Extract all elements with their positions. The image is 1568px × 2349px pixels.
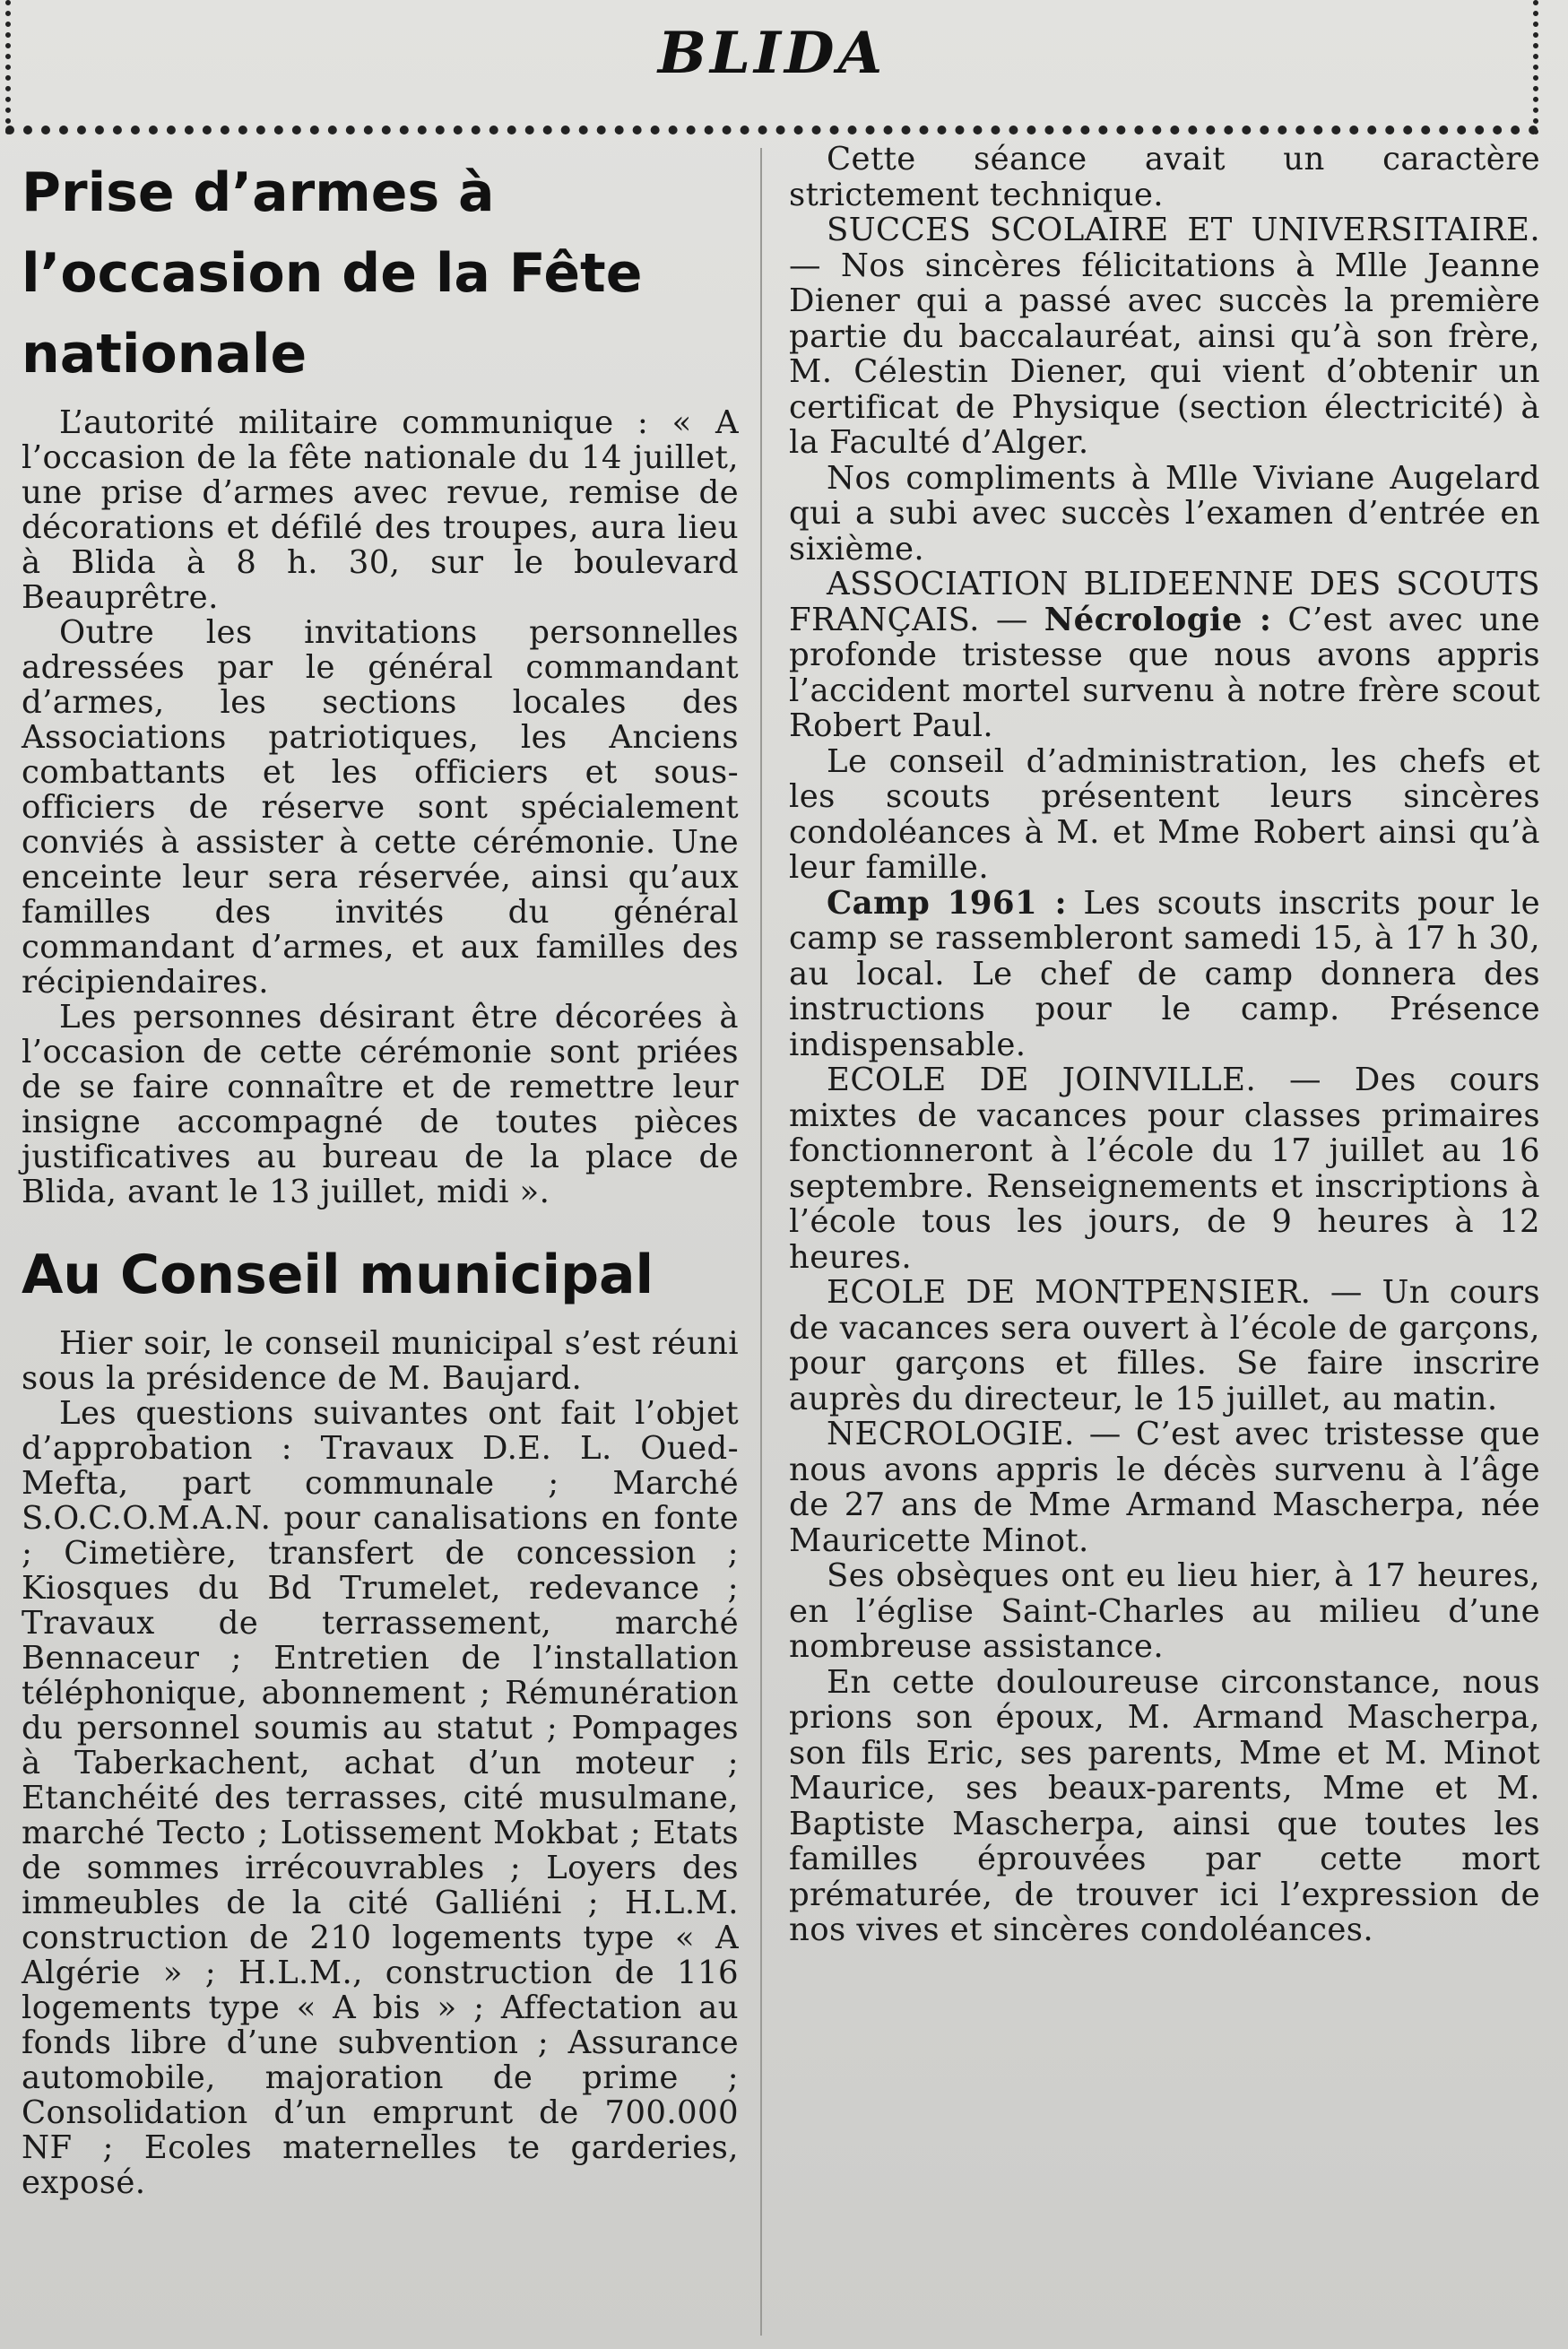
scouts-text: C’est avec une profonde tristesse que nous avons appris l’accident mortel survenu à notre frère scout Robert Paul. — [789, 601, 1541, 744]
scouts-lead: ASSOCIATION BLIDEENNE DES SCOUTS FRANÇAIS. — — [789, 566, 1540, 638]
right-column — [789, 142, 1540, 1948]
article-2-headline: Au Conseil municipal — [22, 1244, 654, 1306]
column-divider — [760, 148, 762, 2336]
council-closing-paragraph: Cette séance avait un caractère strictement technique. — [789, 141, 1540, 213]
article-2-paragraph: Les questions suivantes ont fait l’objet d’approbation : Travaux D.E. L. Oued-Mefta, part communale ; Marché S.O.C.O.M.A.N. pour canalisations en fonte ; Cimetière, transfert de concession ; Kiosques du Bd Trumelet, redevance ; Travaux de terrassement, marché Bennaceur ; Entretien de l’installation téléphonique, abonnement ; Rémunération du personnel soumis au statut ; Pompages à Taberkachent, achat d’un moteur ; Etanchéité des terrasses, cité musulmane, marché Tecto ; Lotissement Mokbat ; Etats de sommes irrécouvrables ; Loyers des immeubles de la cité Galliéni ; H.L.M. construction de 210 logements type « A Algérie » ; H.L.M., construction de 116 logements type « A bis » ; Affectation au fonds libre d’une subvention ; Assurance automobile, majoration de prime ; Consolidation d’un emprunt de 700.000 NF ; Ecoles maternelles te garderies, exposé. — [22, 1395, 739, 2201]
masthead-title: BLIDA — [657, 20, 887, 87]
article-1-paragraph: Outre les invitations personnelles adressées par le général commandant d’armes, les sections locales des Associations patriotiques, les Anciens combattants et les officiers et sous-officiers de réserve sont spécialement conviés à assister à cette cérémonie. Une enceinte leur sera réservée, ainsi qu’aux familles des invités du général commandant d’armes, et aux familles des récipiendaires. — [22, 614, 739, 1001]
circonstance-paragraph: En cette douloureuse circonstance, nous prions son époux, M. Armand Mascherpa, son fils Eric, ses parents, Mme et M. Minot Maurice, ses beaux-parents, Mme et M. Baptiste Mascherpa, ainsi que toutes les familles éprouvées par cette mort prématurée, de trouver ici l’expression de nos vives et sincères condoléances. — [789, 1663, 1540, 1948]
scouts-necrology-paragraph — [789, 567, 1540, 744]
camp-text: Les scouts inscrits pour le camp se rassembleront samedi 15, à 17 h 30, au local. Le chef de camp donnera des instructions pour le camp. Présence indispensable. — [789, 884, 1540, 1063]
necrologie-paragraph: NECROLOGIE. — C’est avec tristesse que nous avons appris le décès survenu à l’âge de 27 ans de Mme Armand Mascherpa, née Mauricette Minot. — [789, 1416, 1540, 1559]
article-1-headline: Prise d’armes à l’occasion de la Fête nationale — [22, 161, 643, 386]
compliments-paragraph: Nos compliments à Mlle Viviane Augelard qui a subi avec succès l’examen d’entrée en sixième. — [789, 459, 1540, 568]
left-column — [22, 152, 739, 2200]
scolaire-paragraph: SUCCES SCOLAIRE ET UNIVERSITAIRE. — Nos sincères félicitations à Mlle Jeanne Diener qui a passé avec succès la première partie du baccalauréat, ainsi qu’à son frère, M. Célestin Diener, qui vient d’obtenir un certificat de Physique (section électricité) à la Faculté d’Alger. — [789, 212, 1540, 461]
condolences-paragraph: Le conseil d’administration, les chefs et les scouts présentent leurs sincères condoléances à M. et Mme Robert ainsi qu’à leur famille. — [789, 742, 1540, 886]
article-1-paragraph: Les personnes désirant être décorées à l’occasion de cette cérémonie sont priées de se faire connaître et de remettre leur insigne accompagné de toutes pièces justificatives au bureau de la place de Blida, avant le 13 juillet, midi ». — [22, 999, 739, 1210]
joinville-paragraph: ECOLE DE JOINVILLE. — Des cours mixtes de vacances pour classes primaires fonctionneront à l’école du 17 juillet au 16 septembre. Renseignements et inscriptions à l’école tous les jours, de 9 heures à 12 heures. — [789, 1062, 1540, 1276]
camp-paragraph — [789, 886, 1540, 1063]
necrology-runin: Nécrologie : — [1044, 601, 1272, 638]
camp-runin: Camp 1961 : — [827, 884, 1067, 922]
obseques-paragraph: Ses obsèques ont eu lieu hier, à 17 heures, en l’église Saint-Charles au milieu d’une nombreuse assistance. — [789, 1557, 1540, 1665]
article-1-paragraph: L’autorité militaire communique : « A l’occasion de la fête nationale du 14 juillet, une prise d’armes avec revue, remise de décorations et défilé des troupes, aura lieu à Blida à 8 h. 30, sur le boulevard Beauprêtre. — [22, 404, 739, 616]
montpensier-paragraph: ECOLE DE MONTPENSIER. — Un cours de vacances sera ouvert à l’école de garçons, pour garçons et filles. Se faire inscrire auprès du directeur, le 15 juillet, au matin. — [789, 1274, 1540, 1417]
article-2-paragraph: Hier soir, le conseil municipal s’est réuni sous la présidence de M. Baujard. — [22, 1325, 739, 1397]
masthead — [5, 0, 1538, 134]
